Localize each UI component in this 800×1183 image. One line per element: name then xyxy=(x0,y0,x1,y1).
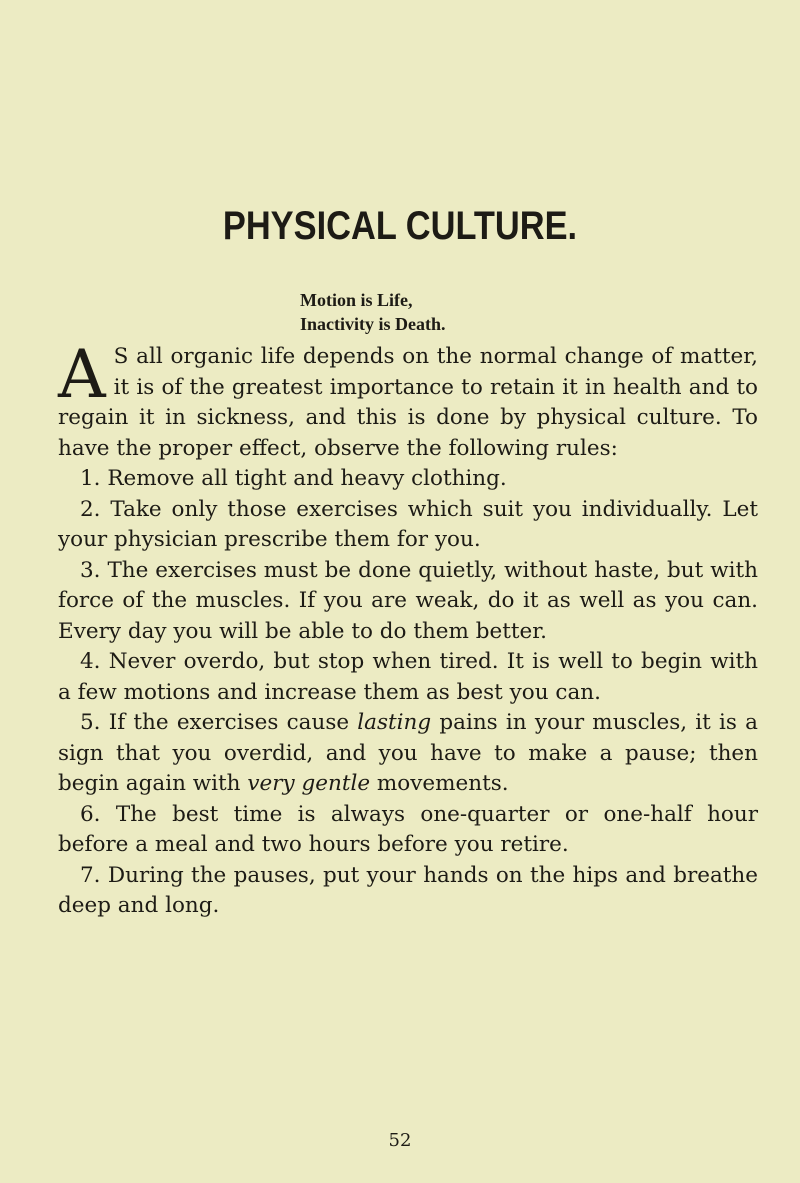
rule-7: 7. During the pauses, put your hands on the hips and breathe deep and long. xyxy=(58,862,758,918)
page-number: 52 xyxy=(388,1130,412,1151)
motto-line-2: Inactivity is Death. xyxy=(300,314,446,334)
rule-5-emphasis-1: lasting xyxy=(357,710,432,735)
rule-5-part-2: pains in your muscles, it is a sign that you overdid, and you have to make a pause; then begin again with xyxy=(58,710,758,796)
intro-text: S all organic life depends on the normal change of matter, it is of the greatest importance to retain it in health and to regain it in sickness, and this is done by physical culture. To have the proper effect, observe the following rules: xyxy=(58,344,758,461)
rule-6: 6. The best time is always one-quarter or one-half hour before a meal and two hours before you retire. xyxy=(58,801,758,857)
body-text xyxy=(58,336,758,922)
rule-4: 4. Never overdo, but stop when tired. It is well to begin with a few motions and increase them as best you can. xyxy=(58,649,758,705)
rule-3: 3. The exercises must be done quietly, without haste, but with force of the muscles. If you are weak, do it as well as you can. Every day you will be able to do them better. xyxy=(58,557,758,644)
rule-5-part-3: movements. xyxy=(370,771,509,796)
page-title: PHYSICAL CULTURE. xyxy=(222,204,578,248)
rule-2: 2. Take only those exercises which suit you individually. Let your physician prescribe them for you. xyxy=(58,496,758,552)
rule-5 xyxy=(58,708,758,800)
drop-cap: A xyxy=(58,336,106,413)
motto-line-1: Motion is Life, xyxy=(300,290,413,310)
motto xyxy=(300,288,446,336)
rule-5-emphasis-2: very gentle xyxy=(247,771,371,796)
rule-1: 1. Remove all tight and heavy clothing. xyxy=(80,466,507,491)
intro-paragraph xyxy=(58,336,758,464)
rule-5-part-1: 5. If the exercises cause xyxy=(80,710,358,735)
